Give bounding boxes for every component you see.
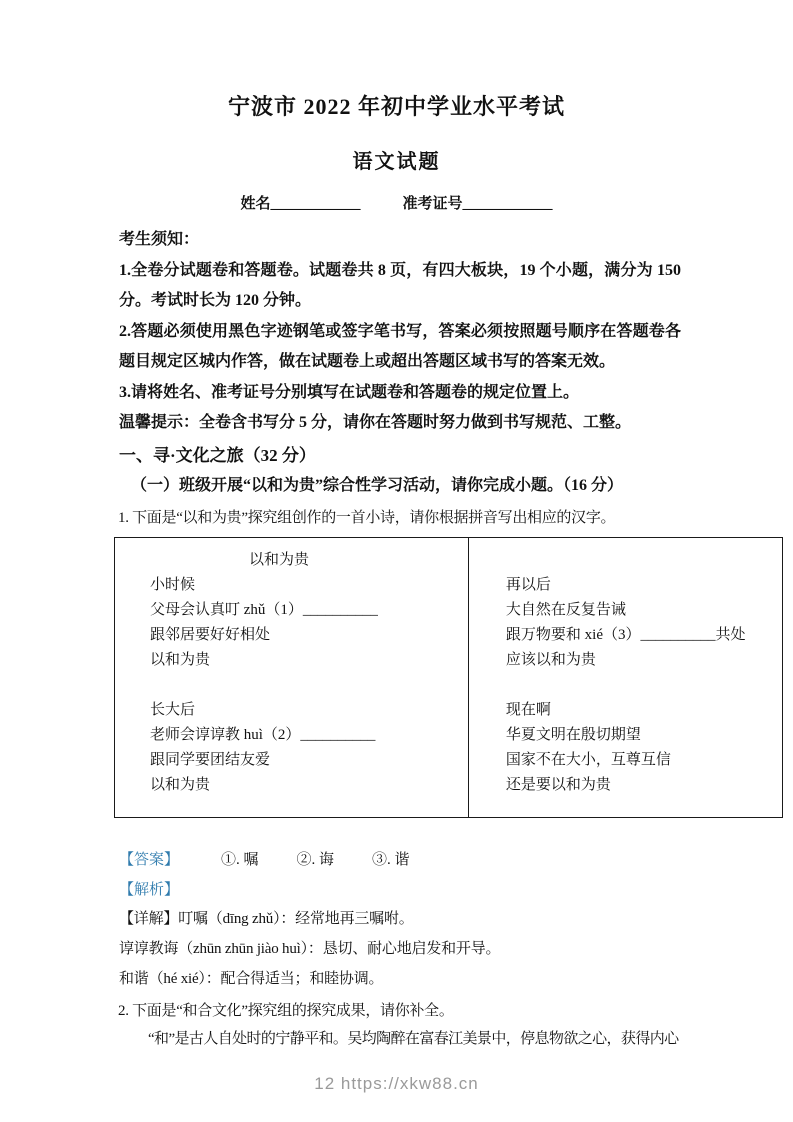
answer-item-2: ②. 诲	[296, 851, 335, 868]
poem-line-blank-3: 跟万物要和 xié（3）__________共处	[505, 626, 746, 643]
poem-line: 以和为贵	[150, 776, 211, 793]
poem-line: 还是要以和为贵	[505, 776, 611, 793]
name-blank: ____________	[270, 196, 361, 212]
poem-line-blank-2: 老师会谆谆教 huì（2）__________	[150, 726, 376, 743]
detail-label: 【详解】	[119, 910, 179, 927]
answer-label: 【答案】	[119, 851, 180, 868]
poem-line: 现在啊	[505, 701, 551, 718]
poem-box	[114, 537, 783, 818]
poem-line-blank-1: 父母会认真叮 zhǔ（1）__________	[150, 601, 378, 618]
poem-line: 再以后	[505, 576, 551, 593]
question-2-body: “和”是古人自处时的宁静平和。吴均陶醉在富春江美景中，停息物欲之心，获得内心	[148, 1030, 679, 1047]
poem-line: 华夏文明在殷切期望	[505, 726, 641, 743]
section-1-subheading: （一）班级开展“以和为贵”综合性学习活动，请你完成小题。（16 分）	[131, 476, 624, 494]
answer-line	[119, 846, 793, 874]
analysis-detail-1	[119, 905, 719, 934]
analysis-detail-2: 谆谆教诲（zhūn zhūn jiào huì）：恳切、耐心地启发和开导。	[119, 940, 501, 957]
name-id-line	[0, 192, 793, 213]
poem-line: 以和为贵	[150, 651, 211, 668]
poem-line: 小时候	[150, 576, 196, 593]
poem-left-column	[115, 538, 468, 817]
poem-line: 大自然在反复告诫	[505, 601, 626, 618]
exam-id-label: 准考证号	[402, 196, 463, 212]
notice-item-1: 1.全卷分试题卷和答题卷。试题卷共 8 页，有四大板块，19 个小题，满分为 150 分。考试时长为 120 分钟。	[119, 261, 681, 309]
poem-line: 长大后	[150, 701, 196, 718]
notice-heading: 考生须知：	[119, 231, 200, 248]
notice-tip: 温馨提示：全卷含书写分 5 分，请你在答题时努力做到书写规范、工整。	[119, 414, 632, 431]
analysis-label: 【解析】	[119, 881, 180, 898]
poem-title: 以和为贵	[248, 551, 309, 568]
candidate-notice	[119, 225, 681, 439]
notice-item-2: 2.答题必须使用黑色字迹钢笔或签字笔书写，答案必须按照题号顺序在答题卷各题目规定区城内作答，做在试题卷上或超出答题区域书写的答案无效。	[119, 322, 681, 370]
poem-line: 跟邻居要好好相处	[150, 626, 271, 643]
detail-text-1: 叮嘱（dīng zhǔ）：经常地再三嘱咐。	[178, 910, 414, 927]
poem-line: 跟同学要团结友爱	[150, 751, 271, 768]
answer-item-3: ③. 谐	[372, 851, 410, 868]
analysis-detail-3: 和谐（hé xié）：配合得适当；和睦协调。	[119, 970, 384, 987]
page-footer-url: 12 https://xkw88.cn	[314, 1074, 479, 1093]
name-label: 姓名	[240, 196, 271, 212]
notice-item-3: 3.请将姓名、准考证号分别填写在试题卷和答题卷的规定位置上。	[119, 383, 580, 401]
poem-right-column	[468, 538, 782, 817]
section-1-heading: 一、寻·文化之旅（32 分）	[119, 445, 316, 465]
question-2-prompt: 2. 下面是“和合文化”探究组的探究成果，请你补全。	[118, 1002, 454, 1019]
page-subtitle: 语文试题	[352, 151, 441, 173]
page-title: 宁波市 2022 年初中学业水平考试	[227, 94, 565, 119]
poem-line: 应该以和为贵	[505, 651, 596, 668]
answer-item-1: ①. 嘱	[221, 851, 259, 868]
poem-line: 国家不在大小，互尊互信	[505, 751, 671, 768]
question-1-prompt: 1. 下面是“以和为贵”探究组创作的一首小诗，请你根据拼音写出相应的汉字。	[118, 509, 616, 526]
exam-id-blank: ____________	[462, 196, 553, 212]
